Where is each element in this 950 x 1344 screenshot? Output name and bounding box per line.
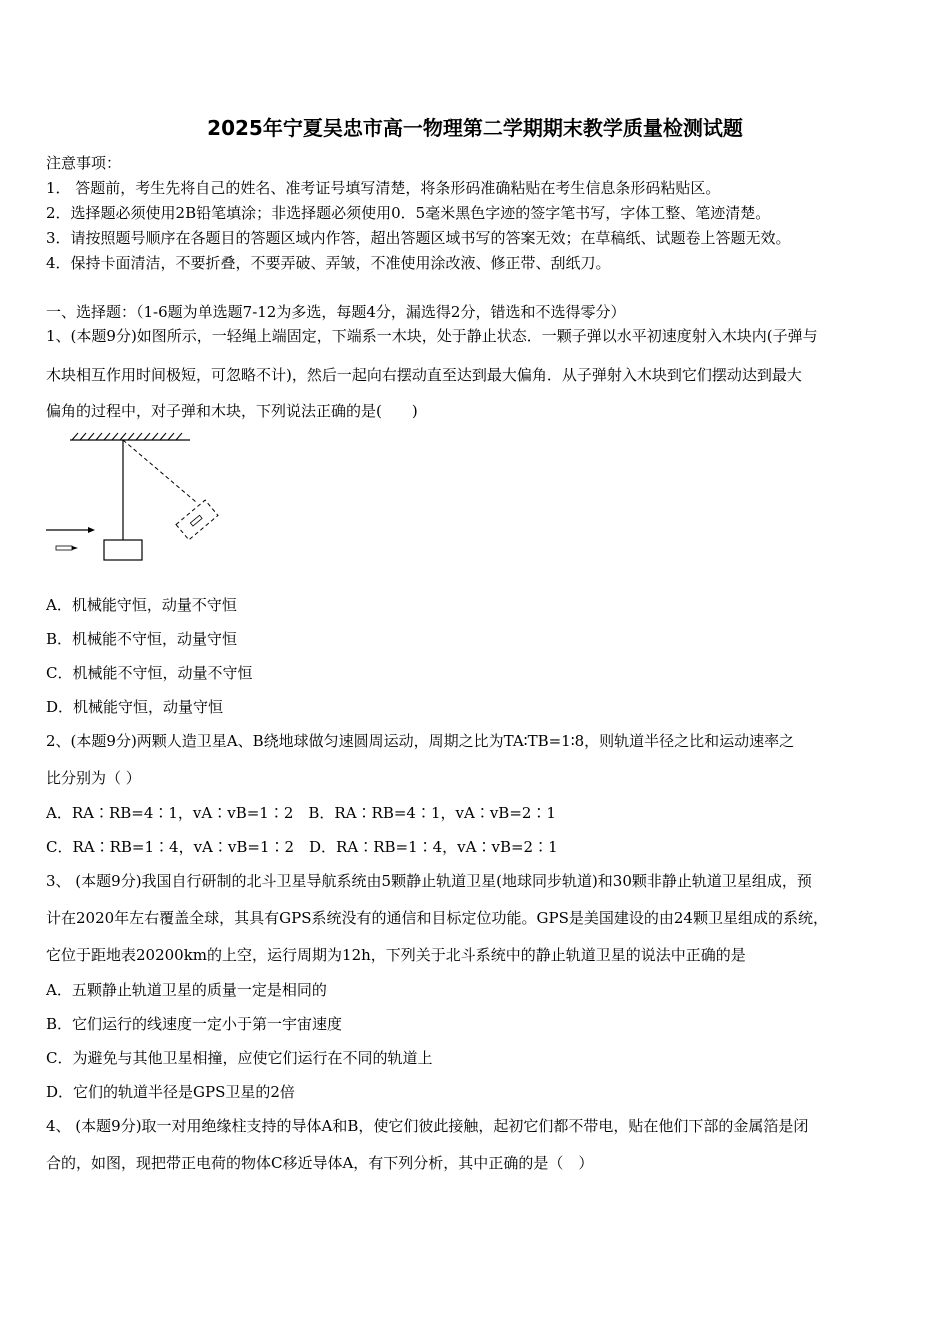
q4-line-1: 4、 (本题9分)取一对用绝缘柱支持的导体A和B，使它们彼此接触，起初它们都不带电，贴在他们下部的金属箔是闭 [46, 1117, 809, 1135]
pendulum-diagram [40, 430, 240, 570]
q1-line-2: 木块相互作用时间极短，可忽略不计)，然后一起向右摆动直至达到最大偏角．从子弹射入木块到它们摆动达到最大 [46, 366, 802, 384]
q3-option-b: B．它们运行的线速度一定小于第一宇宙速度 [46, 1015, 343, 1033]
arrow-head [88, 527, 95, 533]
notice-item-3: 3．请按照题号顺序在各题目的答题区域内作答，超出答题区域书写的答案无效；在草稿纸、试题卷上答题无效。 [46, 229, 791, 247]
swung-rope [123, 440, 196, 502]
notice-item-4: 4．保持卡面清洁，不要折叠，不要弄破、弄皱，不准使用涂改液、修正带、刮纸刀。 [46, 254, 611, 272]
q3-line-2: 计在2020年左右覆盖全球，其具有GPS系统没有的通信和目标定位功能。GPS是美国建设的由24颗卫星组成的系统， [46, 909, 828, 927]
bullet [56, 546, 72, 550]
q2-line-1: 2、(本题9分)两颗人造卫星A、B绕地球做匀速圆周运动，周期之比为TA∶TB=1∶8，则轨道半径之比和运动速率之 [46, 732, 795, 750]
q1-line-1: 1、(本题9分)如图所示，一轻绳上端固定，下端系一木块，处于静止状态．一颗子弹以水平初速度射入木块内(子弹与 [46, 327, 818, 345]
q3-option-d: D．它们的轨道半径是GPS卫星的2倍 [46, 1083, 295, 1101]
wooden-block [104, 540, 142, 560]
q1-option-a: A．机械能守恒，动量不守恒 [46, 596, 237, 614]
notice-heading: 注意事项： [46, 154, 122, 172]
q1-option-b: B．机械能不守恒，动量守恒 [46, 630, 238, 648]
page-title: 2025年宁夏吴忠市高一物理第二学期期末教学质量检测试题 [207, 116, 743, 140]
q1-option-c: C．机械能不守恒，动量不守恒 [46, 664, 253, 682]
notice-item-2: 2．选择题必须使用2B铅笔填涂；非选择题必须使用0．5毫米黑色字迹的签字笔书写，字体工整、笔迹清楚。 [46, 204, 771, 222]
swung-block [176, 500, 218, 540]
q1-option-d: D．机械能守恒，动量守恒 [46, 698, 224, 716]
ceiling-hatch [72, 433, 182, 440]
q3-line-3: 它位于距地表20200km的上空，运行周期为12h，下列关于北斗系统中的静止轨道卫星的说法中正确的是 [46, 946, 746, 964]
q1-line-3: 偏角的过程中，对子弹和木块，下列说法正确的是( ) [46, 402, 418, 420]
q3-option-c: C．为避免与其他卫星相撞，应使它们运行在不同的轨道上 [46, 1049, 433, 1067]
section-heading: 一、选择题：（1-6题为单选题7-12为多选，每题4分，漏选得2分，错选和不选得零分） [46, 303, 626, 321]
q2-options-ab: A．RA∶RB=4∶1，vA∶vB=1∶2 B．RA∶RB=4∶1，vA∶vB=2∶1 [46, 804, 556, 822]
q3-option-a: A．五颗静止轨道卫星的质量一定是相同的 [46, 981, 327, 999]
notice-item-1: 1． 答题前，考生先将自己的姓名、准考证号填写清楚，将条形码准确粘贴在考生信息条形码粘贴区。 [46, 179, 721, 197]
q2-options-cd: C．RA∶RB=1∶4，vA∶vB=1∶2 D．RA∶RB=1∶4，vA∶vB=2∶1 [46, 838, 558, 856]
q2-line-2: 比分别为（ ） [46, 769, 141, 787]
q4-line-2: 合的，如图，现把带正电荷的物体C移近导体A，有下列分析，其中正确的是（ ） [46, 1154, 594, 1172]
q3-line-1: 3、 (本题9分)我国自行研制的北斗卫星导航系统由5颗静止轨道卫星(地球同步轨道)和30颗非静止轨道卫星组成，预 [46, 872, 812, 890]
